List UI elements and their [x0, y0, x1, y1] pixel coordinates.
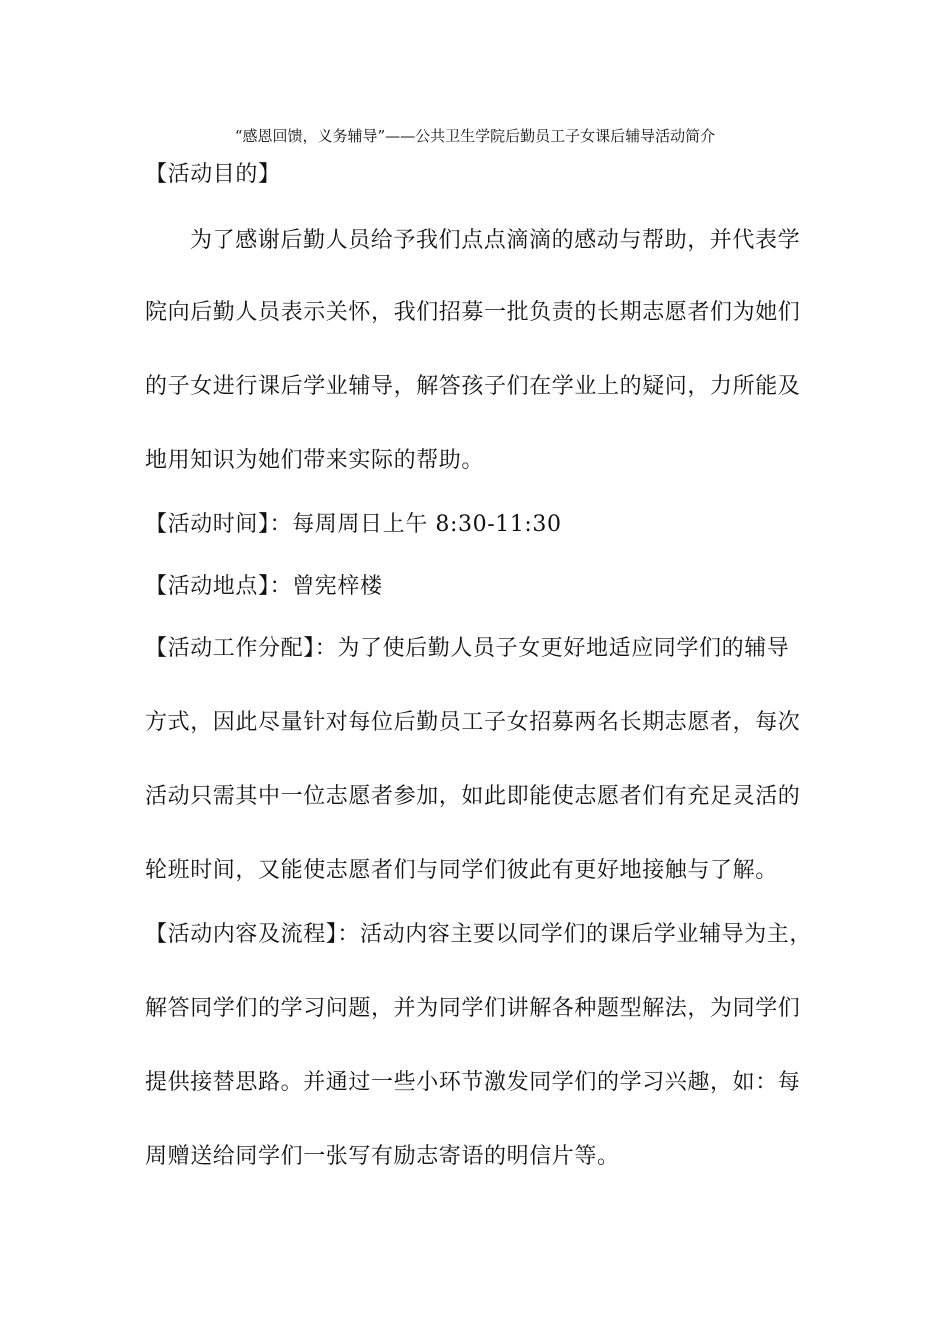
- purpose-heading: 【活动目的】: [145, 162, 281, 187]
- time-line: 【活动时间】：每周周日上午 8:30-11:30: [145, 512, 562, 537]
- content-line-4: 周赠送给同学们一张写有励志寄语的明信片等。: [145, 1144, 620, 1169]
- content-line-3: 提供接替思路。并通过一些小环节激发同学们的学习兴趣，如：每: [145, 1070, 801, 1095]
- document-title: “感恩回馈，义务辅导”——公共卫生学院后勤员工子女课后辅导活动简介: [234, 127, 716, 145]
- assignment-line-3: 活动只需其中一位志愿者参加，如此即能使志愿者们有充足灵活的: [145, 784, 801, 809]
- purpose-line-2: 院向后勤人员表示关怀，我们招募一批负责的长期志愿者们为她们: [145, 300, 801, 325]
- content-line-1: 【活动内容及流程】：活动内容主要以同学们的课后学业辅导为主，: [145, 922, 813, 947]
- content-line-2: 解答同学们的学习问题，并为同学们讲解各种题型解法，为同学们: [145, 996, 801, 1021]
- assignment-line-2: 方式，因此尽量针对每位后勤员工子女招募两名长期志愿者，每次: [145, 710, 801, 735]
- assignment-line-4: 轮班时间，又能使志愿者们与同学们彼此有更好地接触与了解。: [145, 858, 778, 883]
- purpose-line-4: 地用知识为她们带来实际的帮助。: [145, 448, 485, 473]
- purpose-line-1: 为了感谢后勤人员给予我们点点滴滴的感动与帮助，并代表学: [190, 228, 801, 253]
- purpose-line-3: 的子女进行课后学业辅导，解答孩子们在学业上的疑问，力所能及: [145, 374, 801, 399]
- location-line: 【活动地点】：曾宪梓楼: [145, 574, 383, 599]
- assignment-line-1: 【活动工作分配】：为了使后勤人员子女更好地适应同学们的辅导: [145, 636, 790, 661]
